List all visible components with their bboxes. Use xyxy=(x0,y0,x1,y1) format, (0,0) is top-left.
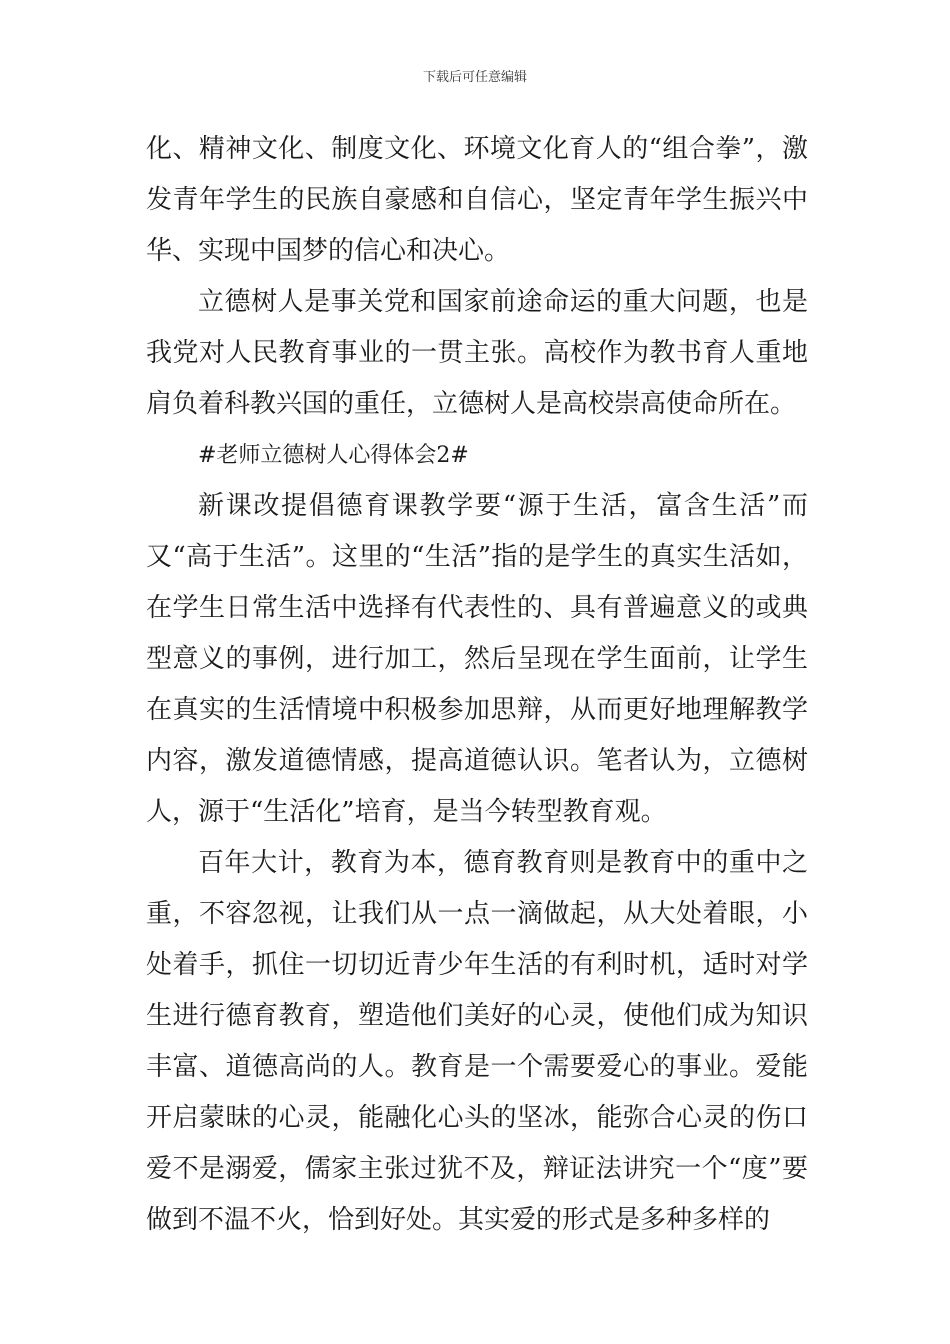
paragraph: 化、精神文化、制度文化、环境文化育人的“组合拳”，激发青年学生的民族自豪感和自信心，坚定青年学生振兴中华、实现中国梦的信心和决心。 xyxy=(146,134,808,266)
paragraph: 百年大计，教育为本，德育教育则是教育中的重中之重，不容忽视，让我们从一点一滴做起，从大处着眼，小处着手，抓住一切切近青少年生活的有利时机，适时对学生进行德育教育，塑造他们美好的心灵，使他们成为知识丰富、道德高尚的人。教育是一个需要爱心的事业。爱能开启蒙昧的心灵，能融化心头的坚冰，能弥合心灵的伤口爱不是溺爱，儒家主张过犹不及，辩证法讲究一个“度”要做到不温不火，恰到好处。其实爱的形式是多种多样的 xyxy=(146,848,808,1235)
page-header: 下载后可任意编辑 xyxy=(422,70,527,85)
paragraph: 立德树人是事关党和国家前途命运的重大问题，也是我党对人民教育事业的一贯主张。高校作为教书育人重地肩负着科教兴国的重任，立德树人是高校崇高使命所在。 xyxy=(146,287,808,419)
section-heading: #老师立德树人心得体会2# xyxy=(198,443,469,468)
paragraph: 新课改提倡德育课教学要“源于生活，富含生活”而又“高于生活”。这里的“生活”指的是学生的真实生活如，在学生日常生活中选择有代表性的、具有普遍意义的或典型意义的事例，进行加工，然后呈现在学生面前，让学生在真实的生活情境中积极参加思辩，从而更好地理解教学内容，激发道德情感，提高道德认识。笔者认为，立德树人，源于“生活化”培育，是当今转型教育观。 xyxy=(146,491,808,827)
document-body xyxy=(146,124,808,1246)
